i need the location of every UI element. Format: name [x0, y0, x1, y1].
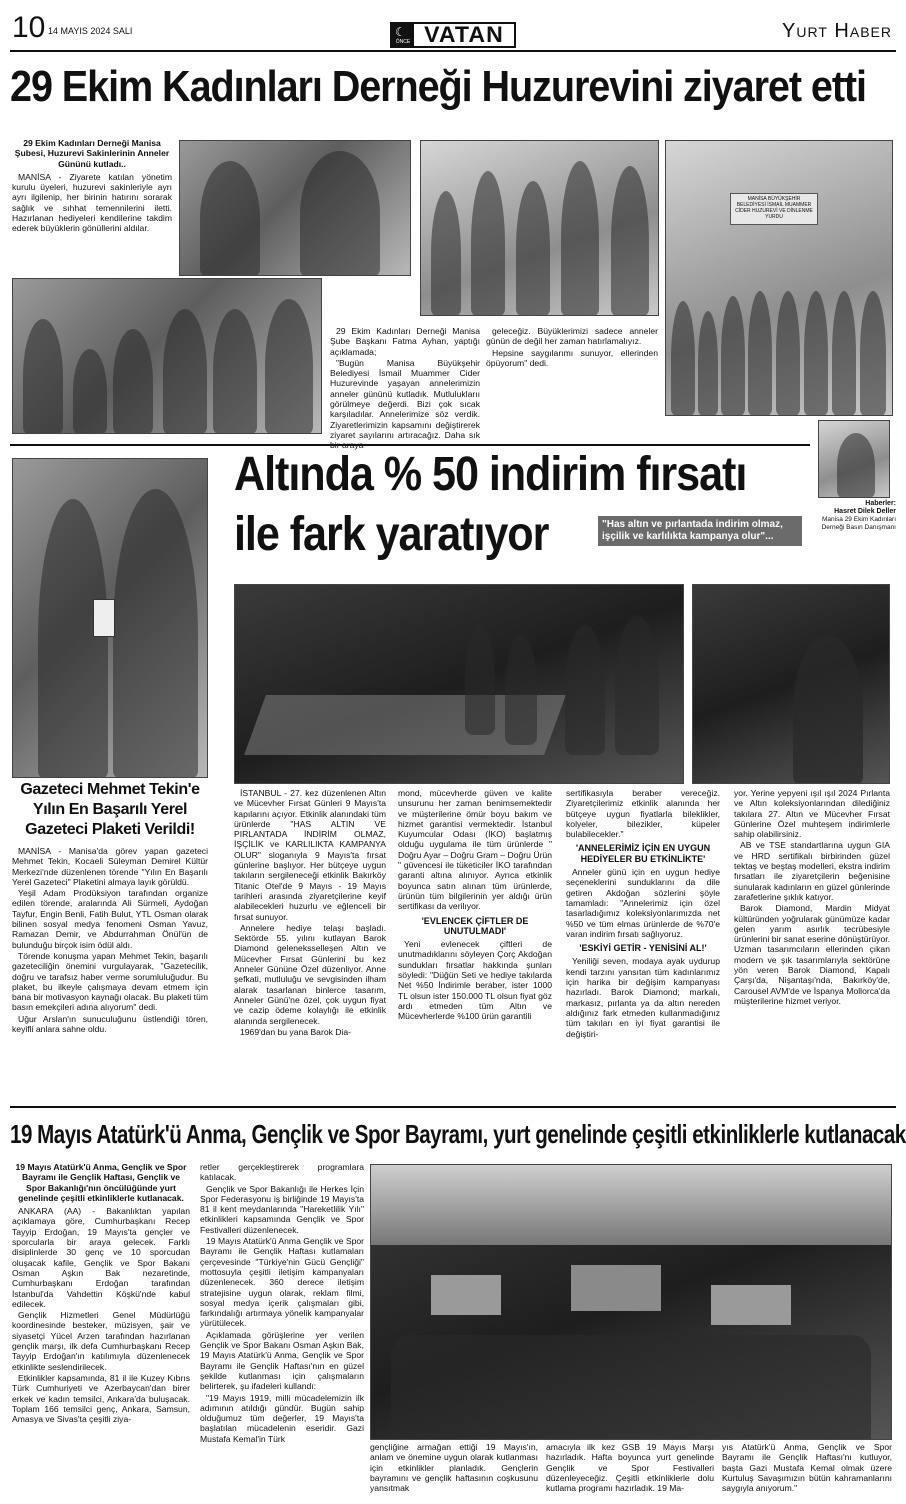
- article2-c4b: AB ve TSE standartlarına uygun GIA ve HRD sertifikalı birbirinden güzel tektaş ve beştaş modelleri, ekstra indirim fırsatları ile ziyaretçilerin beğenisine sunularak kadınların en güzel günlerinde zarafetlerine şıklık katıyor.: [734, 840, 890, 902]
- article4-p1: ANKARA (AA) - Bakanlıktan yapılan açıklamaya göre, Cumhurbaşkanı Recep Tayyip Erdoğan, 19 Mayıs'ta gençler ve sporcularla bir araya gelecek. Farklı disiplinlerde 30 genç ve 10 sporcudan oluşacak kafile, Gençlik ve Spor Bakanı Osman Aşkın Bak nezaretinde, Cumhurbaşkanı Erdoğan tarafından İstanbul'da Vahdettin Köşkü'nde kabul edilecek.: [12, 1206, 190, 1309]
- article2-c1: İSTANBUL - 27. kez düzenlenen Altın ve Mücevher Fırsat Günleri 9 Mayıs'ta kapılarını açıyor. Etkinlik alanındaki tüm ürünlerde "HAS ALTIN VE PIRLANTADA İNDİRİM OLMAZ, İŞÇİLİK ve KARLILIKTA KAMPANYA OLUR" sloganıyla 9 Mayıs'ta fırsat günlerine başlıyor. Her bütçeye uygun takıların sergileneceği etkinlik Bakırköy Titanic Otel'de 9 Mayıs - 19 Mayıs tarihleri arasında ziyaretçilerine keyif alabilecekleri huzurlu ve eğlenceli bir fırsat sunuyor.: [234, 788, 386, 922]
- page-number: 10: [12, 11, 46, 44]
- article2-c2b: Yeni evlenecek çiftleri de unutmadıklarını söyleyen Çorç Akdoğan sundukları fırsatlar hakkında şunları söyledi: "Düğün Seti ve hediye takılarda Net %50 İndirimle beraber, ister 1000 TL olsun ister 150.000 TL olsun fiyat göz ardı etmeden tüm Altın ve Mücevherlerde %100 ürün garantili: [398, 939, 552, 1022]
- article4-bottom3: [722, 1442, 892, 1494]
- flag-icon: [711, 1285, 791, 1325]
- header-rule: [10, 50, 896, 52]
- article2-c4c: Barok Diamond, Mardin Midyat kültüründen yoğrularak günümüze kadar gelen yarım asırlık tecrübesiyle ürünlerini bir sanat eserine dönüştürüyor. Uzman tasarımcıların ellerinden çıkan modern ve şık tasarımlarıyla sektörüne yön veren Barok Diamond, Kapalı Çarşı'da, Nişantaşı'nda, Bakırköy'de, Carousel AVM'de ve İspanya Mollorca'da müşterilerine hizmet veriyor.: [734, 903, 890, 1006]
- section-rule-2: [10, 1106, 896, 1108]
- article4-b3: yıs Atatürk'ü Anma, Gençlik ve Spor Bayramı ile Gençlik Haftası'nı kutluyor, başta Gazi Mustafa Kemal olmak üzere Kurtuluş Savaşımızın bütün kahramanlarını saygıyla anıyorum.": [722, 1442, 892, 1494]
- byline-photo: [818, 420, 890, 498]
- article3-p3: Törende konuşma yapan Mehmet Tekin, başarılı gazeteciliğin önemini vurgulayarak, "Gazetecilik, doğru ve tarafsız haber verme sorumluluğudur. Bu plaket, bu ilkeyle çalışmaya devam etmem için bana bir motivasyon kaynağı olacak. Bu plaketi tüm basın emekçileri adına alıyorum" dedi.: [12, 950, 208, 1013]
- article4-p3: Etkinlikler kapsamında, 81 il ile Kuzey Kıbrıs Türk Cumhuriyeti ve Azerbaycan'dan birer erkek ve kadın temsilci, Ankara'da buluşacak. Toplam 166 temsilci genç, Ankara, Samsun, Amasya ve Sivas'ta çeşitli ziya-: [12, 1372, 190, 1425]
- article4-b2: amacıyla ilk kez GSB 19 Mayıs Marşı hazırladık. Hafta boyunca yurt genelinde Gençlik ve Spor Festivalleri düzenleyeceğiz. Çeşitli etkinliklerle dolu kutlama programı hazırladık. 19 Ma-: [546, 1442, 714, 1494]
- article4-lead: 19 Mayıs Atatürk'ü Anma, Gençlik ve Spor Bayramı ile Gençlik Haftası, Gençlik ve Spor Bakanlığı'nın öncülüğünde yurt genelinde çeşitli etkinliklerle kutlanacak.: [15, 1162, 187, 1203]
- article3-p1: MANİSA - Manisa'da görev yapan gazeteci Mehmet Tekin, Kocaeli Süleyman Demirel Kültür Merkezi'nde düzenlenen törende "Yılın En Başarılı Yerel Gazeteci" Plaketini almaya layık görüldü.: [12, 846, 208, 887]
- article2-c3-sub: 'ANNELERİMİZ İÇİN EN UYGUN HEDİYELER BU ETKİNLİKTE': [575, 843, 711, 864]
- article1-headline: 29 Ekim Kadınları Derneği Huzurevini ziyaret etti: [10, 62, 866, 111]
- article2-c2: mond, mücevherde güven ve kalite unsurunu her zaman benimsemektedir ve müşterilerine ömür boyu bakım ve hizmet garantisi vermektedir. İstanbul Kuyumcular Odası (İKO) başlatmış olduğu uygulama ile tüm ürünlerde " Doğru Ayar – Doğru Gram – Doğru Ürün " güvencesi ile tüketiciler İKO tarafından garanti altına alınıyor. Ayrıca etkinlik boyunca satın alınan tüm ürünlerde, ürünün tüm bilgilerinin yer aldığı ürün sertifikası da verilıyor.: [398, 788, 552, 912]
- article4-b1: gençliğine armağan ettiği 19 Mayıs'ın, anlam ve önemine uygun olarak kutlanması için etkinlikler planladık. Gençlerin bayramını ve gençlik haftasının coşkusunu yansıtmak: [370, 1442, 538, 1494]
- logo-emblem: ☾ ÖNCE: [392, 24, 414, 46]
- article1-p1: MANİSA - Ziyarete katılan yönetim kurulu üyeleri, huzurevi sakinleriyle ayrı ayrı ilgilenip, her birinin hatırını sorarak sağlık ve sıhhat temennilerini iletti. Hazırlanan hediyeleri kendilerine takdim ederek büyüklerin gönüllerini aldılar.: [12, 171, 172, 234]
- flag-icon: [571, 1265, 661, 1311]
- byline-label: Haberler:: [865, 500, 896, 507]
- article2-headline-line2: ile fark yaratıyor: [234, 508, 549, 561]
- photo-building-group: [665, 140, 893, 416]
- article1-col3: [486, 326, 658, 369]
- article2-quote: "Has altın ve pırlantada indirim olmaz, işçilik ve karlılıkta kampanya olur"...: [598, 516, 802, 546]
- article4-headline: 19 Mayıs Atatürk'ü Anma, Gençlik ve Spor Bayramı, yurt genelinde çeşitli etkinliklerle kutlanacak: [10, 1119, 906, 1149]
- article4-bottom1: [370, 1442, 538, 1494]
- photo-crowd-flags: [370, 1164, 892, 1440]
- article1-p3: "Bugün Manisa Büyükşehir Belediyesi İsmail Muammer Cider Huzurevinde yaşayan annelerimizin anneler gününü kutladık. Mutluluklarıı görülmeye değerdi. Bizi çok sıcak karşıladılar. Annelerimize söz verdik. Ziyaretlerimizin kapsamını değiştirerek ziyaret sayılarını artıracağız. Daha sık: [330, 357, 480, 440]
- article4-c2c: 19 Mayıs Atatürk'ü Anma Gençlik ve Spor Bayramı ile Gençlik Haftası kutlamaları çerçevesinde "Türkiye'nin Gücü Gençliği" mottosuyla çeşitli iletişim kampanyaları düzenlenecek. 360 derece iletişim stratejisine uygun olarak, reklam filmi, sosyal medya içerik çalışmaları gibi, farkındalığı artırmaya yönelik kampanyalar yürütülecek.: [200, 1236, 364, 1329]
- article4-c2d: Açıklamada görüşlerine yer verilen Gençlik ve Spor Bakanı Osman Aşkın Bak, 19 Mayıs Atatürk'ü Anma, Gençlik ve Spor Bayramı ile Gençlik Haftası'nın en güzel şekilde kutlanması için çalışmaların belirterek, şu ifadeleri kullandı:: [200, 1329, 364, 1392]
- article1-lead: 29 Ekim Kadınları Derneği Manisa Şubesi, Huzurevi Sakinlerinin Anneler Gününü kutladı..: [14, 138, 170, 169]
- article2-c1c: 1969'dan bu yana Barok Dia-: [240, 1026, 352, 1037]
- article2-col2: [398, 788, 552, 1023]
- article3-p4: Uğur Arslan'ın sunuculuğunu üstlendiği tören, keyifli anlara sahne oldu.: [12, 1013, 208, 1035]
- article1-p2: 29 Ekim Kadınları Derneği Manisa Şube Başkanı Fatma Ayhan, yaptığı açıklamada;: [330, 326, 480, 357]
- article2-c3-sub2: 'ESKİYİ GETİR - YENİSİNİ AL!': [579, 943, 707, 954]
- photo-group-indoor: [420, 140, 659, 316]
- photo-jewelry-store: [234, 584, 684, 784]
- article2-c4: yor. Yerine yepyeni ışıl ışıl 2024 Pırlanta ve Altın koleksiyonlarından dilediğiniz takılara 27. Altın ve Mücevher Fırsat Günlerine Özel muhteşem indirimlerle sahip olabilirsiniz.: [734, 788, 890, 840]
- article3-headline: Gazeteci Mehmet Tekin'e Yılın En Başarılı Yerel Gazeteci Plaketi Verildi!: [20, 781, 200, 838]
- article1-p4: geleceğiz. Büyüklerimizi sadece anneler günün de değil her zaman hatırlamalıyız.: [486, 326, 658, 347]
- article4-p2: Gençlik Hizmetleri Genel Müdürlüğü koordinesinde besteker, müzisyen, şair ve siyasetçi Yücel Arzen tarafından hazırlanan gençlik marşı, ilk defa Cumhurbaşkanı Recep Tayyip Erdoğan'ın katılımıyla düzenlenecek etkinlikte seslendirilecek.: [12, 1310, 190, 1372]
- newspaper-logo: [390, 22, 516, 48]
- article4-col1: [12, 1162, 190, 1425]
- article1-intro: [12, 138, 172, 235]
- article2-c1b: Annelere hediye telaşı başladı. Sektörde 55. yılını kutlayan Barok Diamond geleneksselleşen Altın ve Mücevher Fırsat Günlerini bu kez Anneler Gününe Özel düzenliyor. Anne şefkati, mutluluğu ve sevgisinden ilham alarak tasarlanan binlerce tasarım, Anneler Günü'ne özel, çok uygun fiyat ve cazip ödeme kolaylığı ile etkinlik alanında sergilenecek.: [234, 922, 386, 1026]
- article4-c2a: retler gerçekleştirerek programlara katılacak.: [200, 1162, 364, 1183]
- article3-p2: Yeşil Adam Prodüksiyon tarafından organize edilen törende, aralarında Ali Sürmeli, Aydoğan Tayfur, Engin Benli, Fatih Bulut, YTL Osman olarak bilinen sosyal medya fenomeni Osman Yavuz, Ramazan Demir, ve Abdurrahman Önül'ün de bulunduğu birçok isim ödül aldı.: [12, 888, 208, 950]
- article2-col3: [566, 788, 720, 1040]
- section-title: Yurt Haber: [782, 20, 892, 42]
- article1-col2: [330, 326, 480, 452]
- article4-c2e: "19 Mayıs 1919, milli mücadelemizin ilk adımının atıldığı gündür. Bugün sahip olduğumuz tüm değerler, 19 Mayıs'ta başlatılan mücadelenin eseridir. Gazi Mustafa Kemal'in Türk: [200, 1392, 364, 1444]
- photo-hug: [179, 140, 411, 276]
- article2-c3b: Anneler günü için en uygun hediye seçeneklerini sunduklarını da dile getiren Akdoğan sözlerini şöyle tamamladı: "Annelerimiz için özel tasarladığımız koleksiyonlarımızda net %50 ve tüm elmas ürünlerde de %70'e varan indirim fırsatı sağlıyoruz.: [566, 867, 720, 939]
- logo-text: VATAN: [424, 22, 504, 47]
- photo-award: [12, 458, 208, 778]
- plaque-icon: [93, 599, 115, 637]
- article4-c2b: Gençlik ve Spor Bakanlığı ile Herkes İçin Spor Federasyonu iş birliğinde 19 Mayıs'ta 81 il kent meydanlarında "Hareketlilik Yılı" etkinlikleri kapsamında Gençlik ve Spor Festivalleri düzenlenecek.: [200, 1183, 364, 1235]
- byline: [812, 500, 896, 532]
- article2-c2-sub: 'EVLENCEK ÇİFTLER DE UNUTULMADI': [421, 915, 529, 936]
- article1-p5: Hepsine saygılarımı sunuyor, ellerinden öpüyorum" dedi.: [486, 347, 658, 368]
- issue-date: 14 MAYIS 2024 SALI: [48, 26, 133, 36]
- flag-icon: [431, 1275, 501, 1315]
- article2-col1: [234, 788, 386, 1038]
- article2-headline-line1: Altında % 50 indirim fırsatı: [234, 448, 747, 501]
- article2-col4: [734, 788, 890, 1007]
- photo-group-residents: [12, 278, 322, 434]
- byline-role: Manisa 29 Ekim Kadınları Derneği Basın Danışmanı: [821, 516, 896, 531]
- article4-col2: [200, 1162, 364, 1445]
- article2-c3c: Yeniliği seven, modaya ayak uydurup kendi tarzını yansıtan tüm kadınlarımız için harika bir değişim kampanyası hazırladı. Barok Diamond; markalı, markasız, pırlanta ya da altın nereden aldığınız fark etmeden kullanmadığınız tüm takıları en iyi fiyat garantisi ile değiştiri-: [566, 956, 720, 1039]
- article2-c3: sertifikasıyla beraber vereceğiz. Ziyaretçilerimiz etkinlik alanında her bütçeye uygun fiyatlarla bileklikler, kolyeler, bilezikler, küpeler bulabilecekler.": [566, 788, 720, 840]
- photo-executive: [692, 584, 890, 784]
- building-sign: MANİSA BÜYÜKŞEHİR BELEDİYESİ İSMAİL MUAMMER CİDER HUZUREVİ VE DİNLENME YURDU: [730, 193, 818, 225]
- article3-body: [12, 846, 208, 1035]
- crescent-icon: ☾: [395, 25, 406, 39]
- byline-name: Hasret Dilek Deller: [834, 508, 896, 515]
- article4-bottom2: [546, 1442, 714, 1494]
